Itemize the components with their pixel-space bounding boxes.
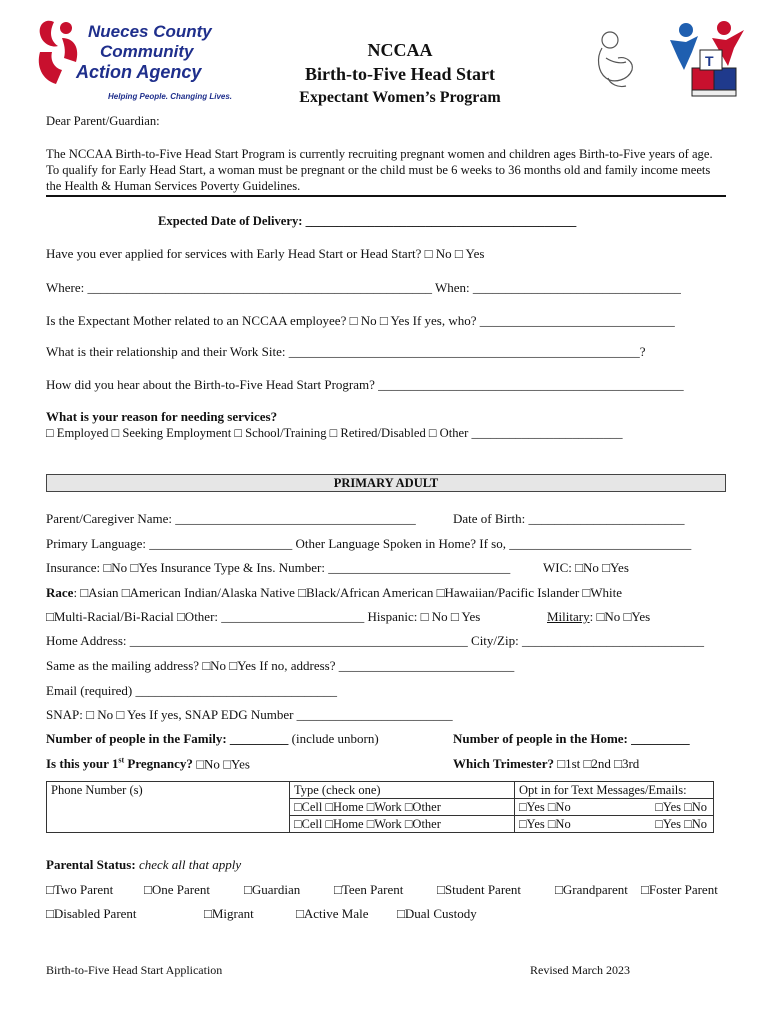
relationship-field[interactable]: What is their relationship and their Work Site: ______________________________________________________? — [46, 344, 646, 359]
pregnant-woman-icon — [588, 28, 642, 92]
intro-paragraph: The NCCAA Birth-to-Five Head Start Program is currently recruiting pregnant women and children ages Birth-to-Five years of age. To qualify for Early Head Start, a woman must be pregnant or the child must be 6 weeks to 36 months old and family income meets the Health & Human Services Poverty Guidelines. — [46, 147, 713, 193]
phone-table — [46, 781, 714, 833]
status-migrant[interactable]: □Migrant — [204, 906, 254, 921]
logo-line-3: Action Agency — [76, 62, 202, 82]
parental-status-hint: check all that apply — [135, 857, 242, 872]
race-row[interactable] — [46, 585, 622, 601]
parental-status-heading — [46, 857, 241, 873]
intro-divider — [46, 195, 726, 197]
status-student-parent[interactable]: □Student Parent — [437, 882, 522, 897]
status-one-parent[interactable]: □One Parent — [144, 882, 210, 897]
status-two-parent[interactable]: □Two Parent — [46, 882, 114, 897]
family-count-row[interactable] — [46, 731, 379, 747]
status-foster-parent[interactable]: □Foster Parent — [641, 882, 718, 897]
applied-before-question[interactable]: Have you ever applied for services with Early Head Start or Head Start? □ No □ Yes — [46, 246, 485, 261]
type-header: Type (check one) — [290, 782, 515, 799]
caregiver-name-field[interactable]: Parent/Caregiver Name: _____________________________________ — [46, 511, 416, 526]
status-disabled-parent[interactable]: □Disabled Parent — [46, 906, 137, 921]
optin-options-2[interactable]: □Yes □No □Yes □No — [515, 816, 714, 833]
referral-source-field[interactable]: How did you hear about the Birth-to-Five Head Start Program? _______________________________________________ — [46, 377, 684, 392]
family-count-field[interactable]: Number of people in the Family: _________ — [46, 731, 289, 746]
phone-number-header: Phone Number (s) — [51, 783, 143, 797]
military-label: Military — [547, 609, 590, 624]
optin-options-1[interactable]: □Yes □No □Yes □No — [515, 799, 714, 816]
language-field[interactable]: Primary Language: ______________________ Other Language Spoken in Home? If so, ____________________________ — [46, 536, 692, 551]
logo-tagline: Helping People. Changing Lives. — [108, 92, 233, 101]
children-blocks-icon — [664, 18, 754, 104]
reason-heading: What is your reason for needing services? — [46, 409, 278, 424]
family-count-note: (include unborn) — [288, 731, 379, 746]
insurance-field[interactable]: Insurance: □No □Yes Insurance Type & Ins. Number: ____________________________ — [46, 560, 511, 575]
reason-options[interactable]: □ Employed □ Seeking Employment □ School/Training □ Retired/Disabled □ Other ________________________ — [46, 426, 623, 440]
mailing-address-field[interactable]: Same as the mailing address? □No □Yes If no, address? ___________________________ — [46, 658, 515, 673]
military-row[interactable] — [547, 609, 650, 625]
email-field[interactable]: Email (required) _______________________________ — [46, 683, 338, 698]
program-title: Birth-to-Five Head Start — [305, 64, 495, 84]
footer-revision: Revised March 2023 — [530, 963, 630, 977]
first-pregnancy-label: Is this your 1st Pregnancy? — [46, 756, 193, 772]
status-grandparent[interactable]: □Grandparent — [555, 882, 628, 897]
status-dual-custody[interactable]: □Dual Custody — [397, 906, 477, 921]
logo-line-1: Nueces County — [88, 22, 212, 41]
where-when-field[interactable]: Where: _____________________________________________________ When: ________________________________ — [46, 280, 681, 295]
footer-title: Birth-to-Five Head Start Application — [46, 963, 223, 977]
date-of-birth-field[interactable]: Date of Birth: ________________________ — [453, 511, 685, 526]
svg-text:T: T — [705, 53, 714, 69]
greeting: Dear Parent/Guardian: — [46, 114, 160, 128]
snap-field[interactable]: SNAP: □ No □ Yes If yes, SNAP EDG Number ________________________ — [46, 707, 453, 722]
home-address-field[interactable]: Home Address: ____________________________________________________ City/Zip: ____________________________ — [46, 633, 704, 648]
optin-header: Opt in for Text Messages/Emails: — [515, 782, 714, 799]
phone-table-header — [47, 782, 714, 799]
multiracial-hispanic-row[interactable]: □Multi-Racial/Bi-Racial □Other: ______________________ Hispanic: □ No □ Yes — [46, 609, 481, 624]
phone-number-cell[interactable] — [47, 782, 290, 833]
trimester-options[interactable]: □1st □2nd □3rd — [553, 756, 640, 771]
home-count-field[interactable]: Number of people in the Home: _________ — [453, 731, 690, 746]
logo-line-2: Community — [100, 42, 194, 61]
primary-adult-header: PRIMARY ADULT — [46, 474, 726, 492]
delivery-date-field[interactable]: Expected Date of Delivery: ___________________________________________ — [158, 214, 577, 228]
first-pregnancy-options[interactable]: □No □Yes — [192, 756, 250, 772]
first-pregnancy-row[interactable] — [46, 756, 250, 772]
status-teen-parent[interactable]: □Teen Parent — [334, 882, 404, 897]
org-title: NCCAA — [367, 40, 433, 60]
wic-options[interactable]: WIC: □No □Yes — [543, 560, 629, 575]
trimester-label: Which Trimester? — [453, 756, 554, 771]
status-guardian[interactable]: □Guardian — [244, 882, 301, 897]
program-subtitle: Expectant Women’s Program — [299, 89, 501, 106]
status-active-male[interactable]: □Active Male — [296, 906, 369, 921]
race-label: Race — [46, 585, 74, 600]
parental-status-label: Parental Status: — [46, 857, 136, 872]
military-options[interactable]: : □No □Yes — [589, 609, 651, 624]
related-employee-question[interactable]: Is the Expectant Mother related to an NCCAA employee? □ No □ Yes If yes, who? ______________________________ — [46, 313, 675, 328]
phone-type-options-1[interactable]: □Cell □Home □Work □Other — [290, 799, 515, 816]
trimester-row[interactable] — [453, 756, 639, 772]
phone-type-options-2[interactable]: □Cell □Home □Work □Other — [290, 816, 515, 833]
race-options[interactable]: : □Asian □American Indian/Alaska Native □Black/African American □Hawaiian/Pacific Islander □White — [73, 585, 623, 600]
